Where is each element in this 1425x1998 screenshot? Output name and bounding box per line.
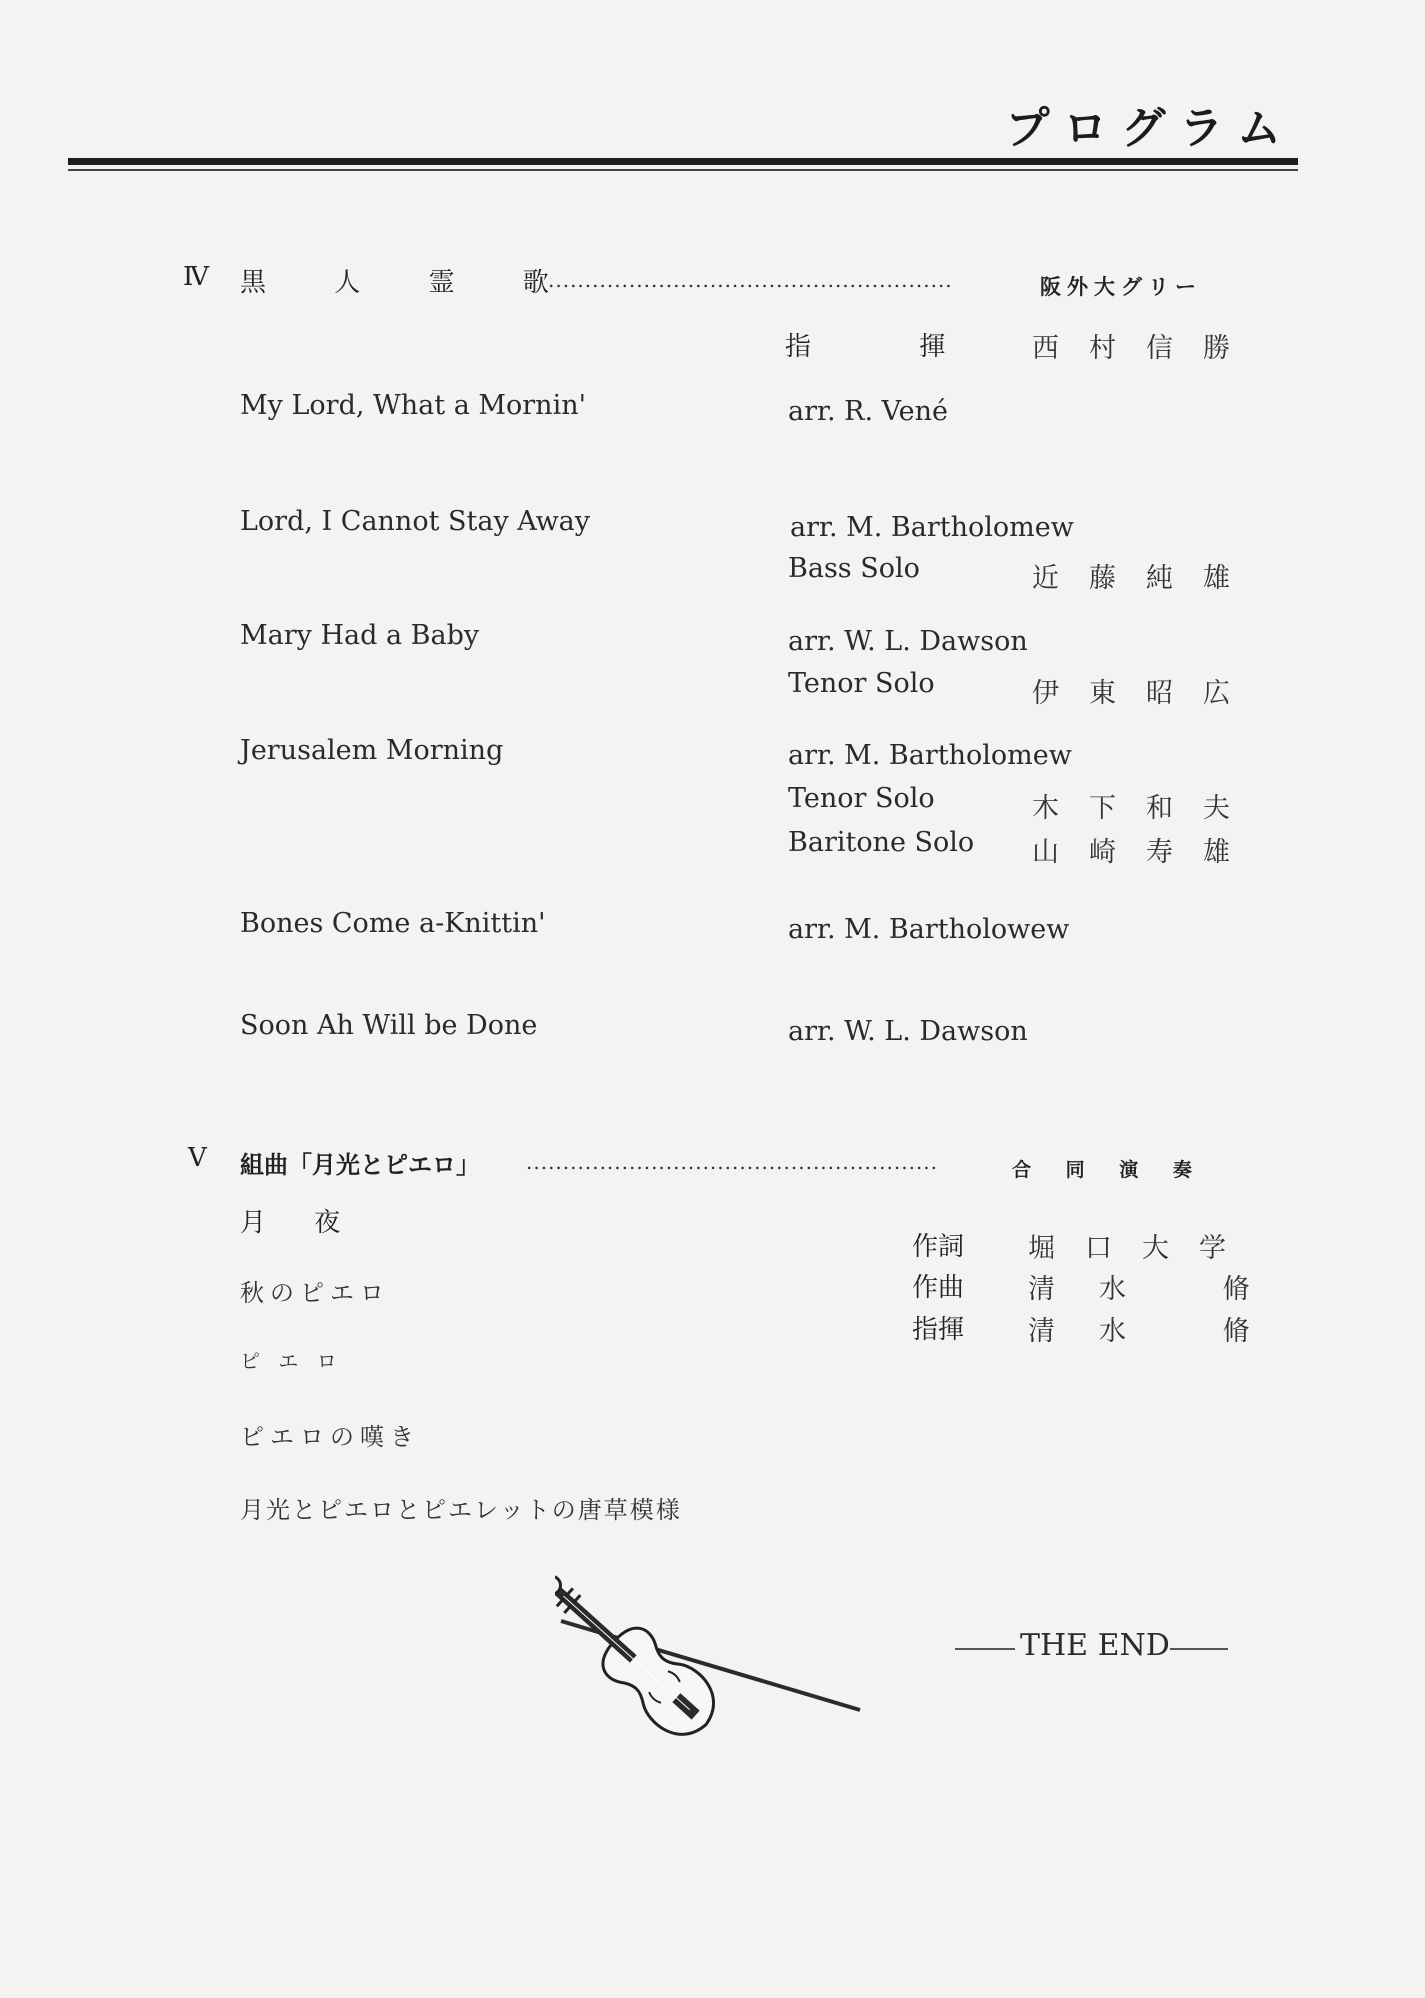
credit-role: 作詞 bbox=[912, 1232, 965, 1262]
violin-icon bbox=[555, 1528, 875, 1758]
soloist-name: 山崎寿雄 bbox=[1032, 837, 1260, 868]
end-rule-right bbox=[1170, 1648, 1228, 1650]
section-5-title: 組曲「月光とピエロ」 bbox=[240, 1151, 480, 1179]
song-title: Soon Ah Will be Done bbox=[240, 1010, 538, 1041]
page-title: プログラム bbox=[1005, 103, 1295, 154]
song-arranger: arr. W. L. Dawson bbox=[788, 1016, 1028, 1047]
section-5-leader: ........................................................ bbox=[526, 1150, 939, 1174]
movement-item: 月光とピエロとピエレットの唐草模様 bbox=[240, 1496, 682, 1524]
song-arranger: arr. M. Bartholomew bbox=[788, 740, 1072, 771]
movement-item: 月 夜 bbox=[240, 1208, 341, 1238]
song-arranger: arr. M. Bartholomew bbox=[790, 512, 1074, 543]
movement-item: ピエロの嘆き bbox=[240, 1423, 420, 1451]
song-title: Bones Come a-Knittin' bbox=[240, 908, 546, 939]
section-4-conductor-role: 指 揮 bbox=[785, 332, 946, 362]
song-arranger: arr. R. Vené bbox=[788, 396, 948, 427]
song-title: Jerusalem Morning bbox=[240, 735, 504, 766]
section-5-performer: 合 同 演 奏 bbox=[1012, 1159, 1206, 1181]
song-arranger: arr. W. L. Dawson bbox=[788, 626, 1028, 657]
credit-role: 指揮 bbox=[912, 1315, 965, 1345]
movement-item: 秋のピエロ bbox=[240, 1279, 390, 1307]
song-title: Lord, I Cannot Stay Away bbox=[240, 506, 591, 537]
credit-name: 清水 脩 bbox=[1028, 1274, 1294, 1305]
section-4-title: 黒 人 霊 歌 bbox=[240, 268, 579, 298]
the-end-text: THE END bbox=[1020, 1628, 1170, 1663]
section-4-conductor-name: 西村信勝 bbox=[1032, 333, 1260, 364]
solo-part: Bass Solo bbox=[788, 553, 920, 584]
soloist-name: 近藤純雄 bbox=[1032, 563, 1260, 594]
soloist-name: 木下和夫 bbox=[1032, 793, 1260, 824]
solo-part: Tenor Solo bbox=[788, 668, 935, 699]
song-title: Mary Had a Baby bbox=[240, 620, 480, 651]
song-arranger: arr. M. Bartholowew bbox=[788, 914, 1070, 945]
end-rule-left bbox=[955, 1648, 1015, 1650]
credit-name: 堀口大学 bbox=[1028, 1233, 1256, 1264]
title-rule-thin bbox=[68, 169, 1298, 171]
song-title: My Lord, What a Mornin' bbox=[240, 390, 587, 421]
section-4-numeral: Ⅳ bbox=[183, 262, 209, 292]
section-4-performer: 阪外大グリー bbox=[1040, 275, 1202, 299]
soloist-name: 伊東昭広 bbox=[1032, 678, 1260, 709]
section-5-numeral: V bbox=[188, 1143, 207, 1173]
credit-role: 作曲 bbox=[912, 1273, 965, 1303]
movement-item: ピ エ ロ bbox=[240, 1349, 343, 1373]
solo-part: Baritone Solo bbox=[788, 827, 975, 858]
section-4-leader: ....................................................... bbox=[548, 268, 953, 292]
solo-part: Tenor Solo bbox=[788, 783, 935, 814]
credit-name: 清水 脩 bbox=[1028, 1316, 1294, 1347]
title-rule-thick bbox=[68, 158, 1298, 165]
